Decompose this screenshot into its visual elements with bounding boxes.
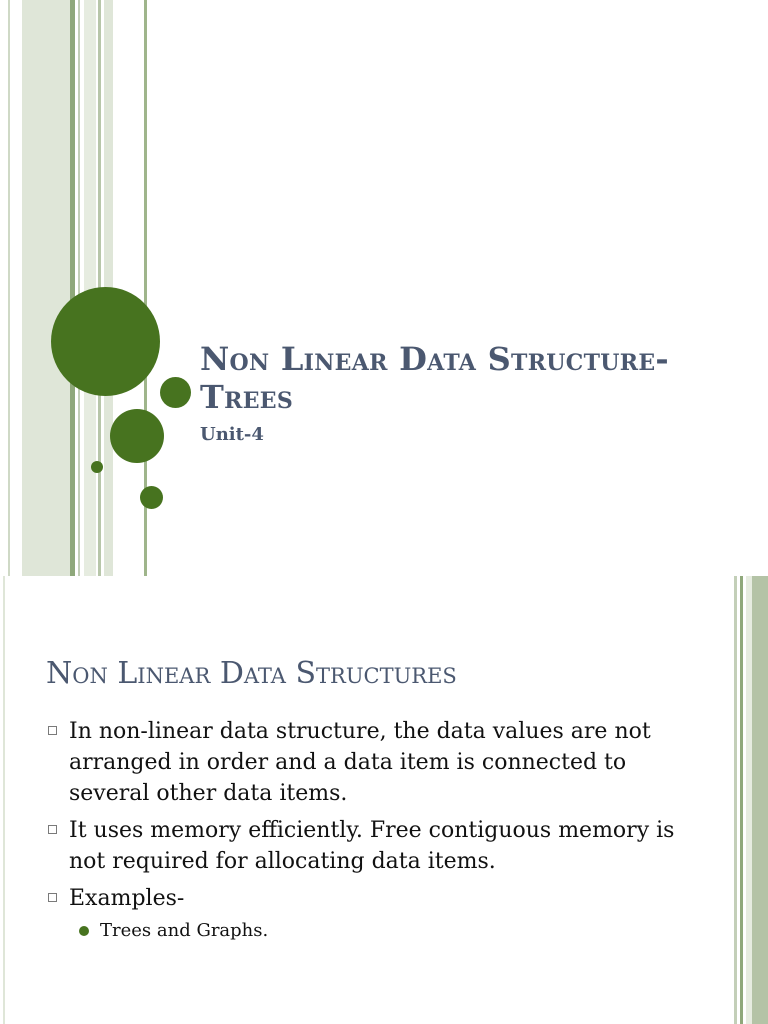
decor-circle-large [51,287,160,396]
decor-stripe [8,0,10,576]
decor-circle-small [140,486,163,509]
decor-stripe [3,576,5,1024]
bullet-item [46,815,686,877]
decor-stripe [734,576,737,1024]
decor-circle-small [160,377,191,408]
bullet-list [46,716,686,950]
decor-stripe [70,0,75,576]
bullet-text: Examples- [69,886,185,911]
slide-title: Non Linear Data Structure- Trees [200,340,669,416]
bullet-text: It uses memory efficiently. Free contiguous memory is not required for allocating data items. [69,818,675,874]
sub-bullet-list [69,918,686,944]
decor-stripe [22,0,70,576]
slide-subtitle: Unit-4 [200,424,264,445]
decor-stripe [752,576,768,1024]
hollow-square-bullet-icon [48,825,57,834]
decor-stripe [740,576,743,1024]
bullet-item [46,716,686,809]
hollow-square-bullet-icon [48,893,57,902]
decor-circle-tiny [91,461,103,473]
slide-title: Non Linear Data Structures [46,656,457,691]
bullet-item [46,883,686,944]
sub-bullet-item [69,918,686,944]
decor-stripe [78,0,80,576]
content-slide [0,576,768,1024]
hollow-square-bullet-icon [48,726,57,735]
decor-circle-medium [110,409,164,463]
green-dot-bullet-icon [79,926,89,936]
bullet-text: In non-linear data structure, the data values are not arranged in order and a data item is connected to several other data items. [69,719,651,806]
sub-bullet-text: Trees and Graphs. [100,920,269,941]
